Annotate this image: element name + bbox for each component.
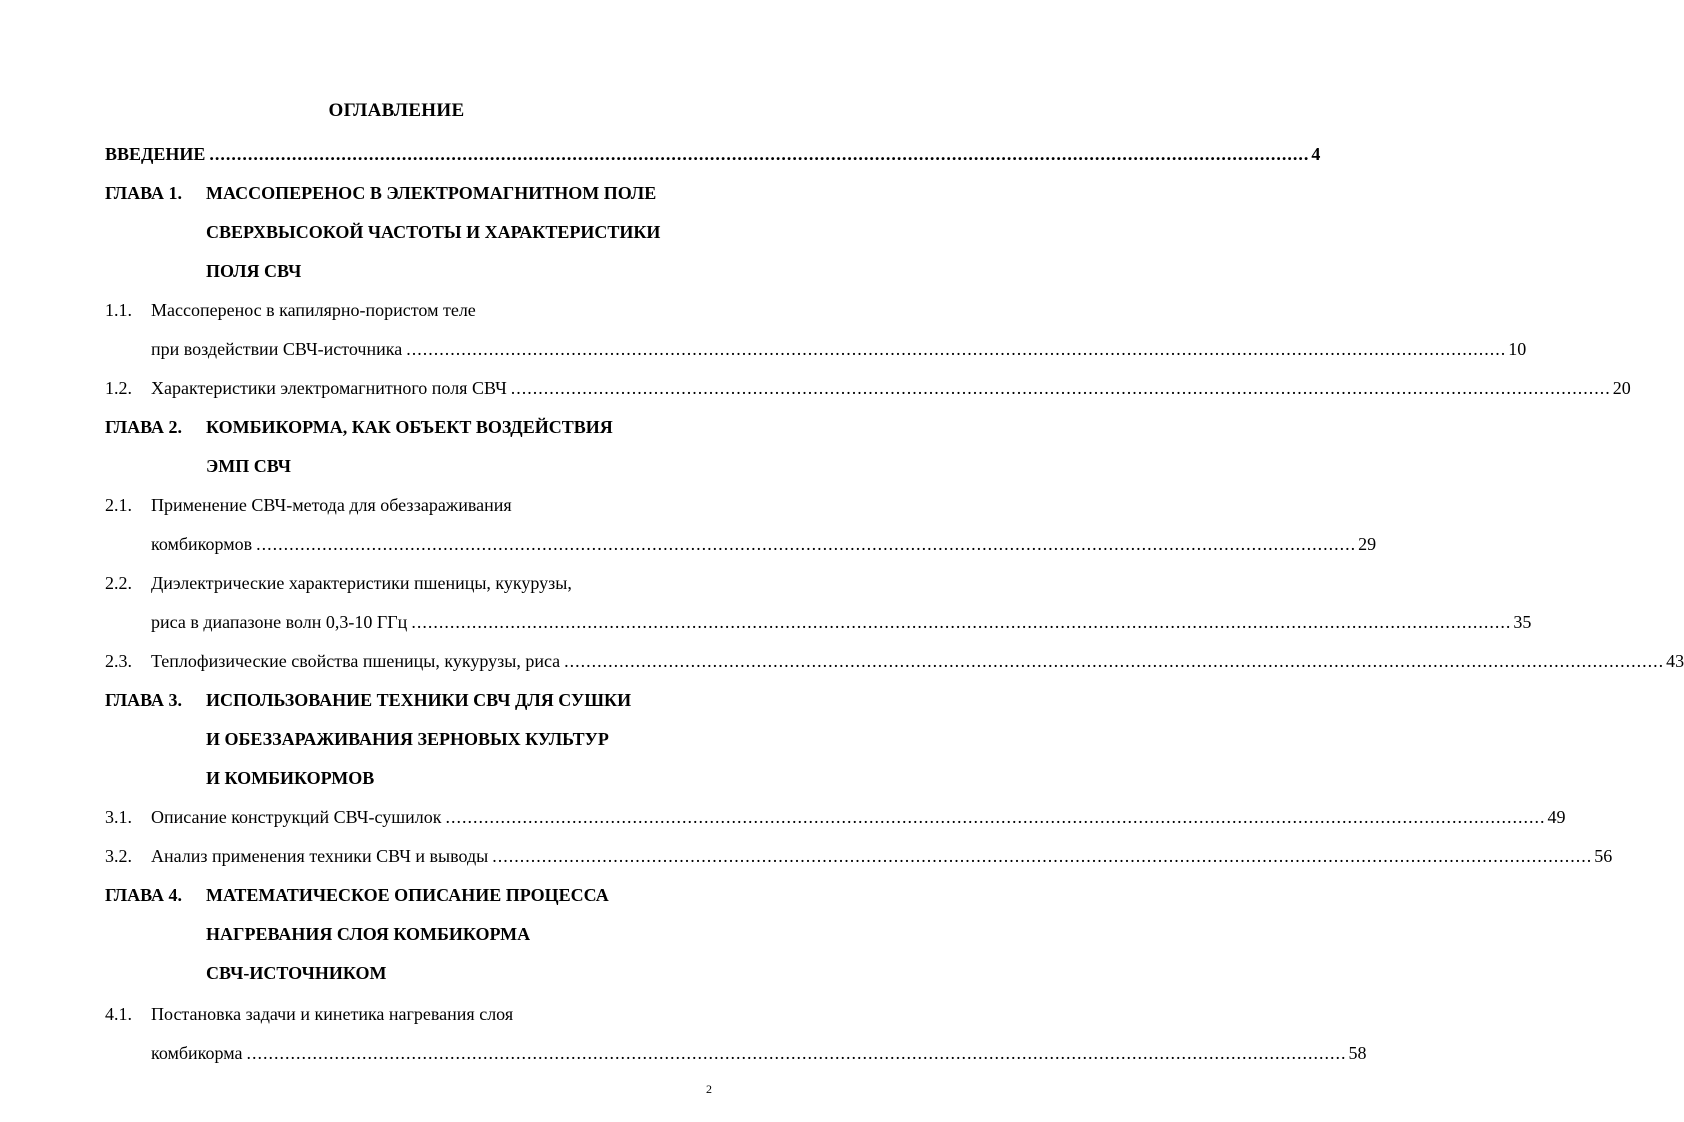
toc-entry-page: 35: [1513, 612, 1532, 632]
leader-dots: ........................................................................................................................................................................................................: [209, 144, 1310, 164]
chapter-title-line: И КОМБИКОРМОВ: [206, 768, 375, 788]
section-number: 2.2.: [105, 573, 132, 593]
section-title-line: Массоперенос в капилярно-пористом теле: [151, 300, 476, 320]
section-title-line: Диэлектрические характеристики пшеницы, кукурузы,: [151, 573, 572, 593]
chapter-title-line: СВЕРХВЫСОКОЙ ЧАСТОТЫ И ХАРАКТЕРИСТИКИ: [206, 222, 661, 242]
chapter-title-line: ЭМП СВЧ: [206, 456, 292, 476]
section-title-line: при воздействии СВЧ-источника: [151, 339, 403, 359]
toc-entry-page: 56: [1594, 846, 1613, 866]
leader-dots: ........................................................................................................................................................................................................: [445, 807, 1546, 827]
leader-dots: ........................................................................................................................................................................................................: [406, 339, 1507, 359]
chapter-title-line: ПОЛЯ СВЧ: [206, 261, 302, 281]
chapter-title-line: МАТЕМАТИЧЕСКОЕ ОПИСАНИЕ ПРОЦЕССА: [206, 885, 609, 905]
leader-dots: ........................................................................................................................................................................................................: [246, 1043, 1347, 1063]
toc-entry-3-1: [151, 806, 1566, 828]
section-number: 3.2.: [105, 846, 132, 866]
leader-dots: ........................................................................................................................................................................................................: [256, 534, 1357, 554]
toc-entry-page: 20: [1612, 378, 1631, 398]
toc-entry-page: 10: [1508, 339, 1527, 359]
chapter-number: ГЛАВА 2.: [105, 417, 183, 437]
section-title-line: Характеристики электромагнитного поля СВЧ: [151, 378, 507, 398]
section-number: 1.1.: [105, 300, 132, 320]
section-title-line: риса в диапазоне волн 0,3-10 ГГц: [151, 612, 408, 632]
leader-dots: ........................................................................................................................................................................................................: [564, 651, 1665, 671]
section-number: 1.2.: [105, 378, 132, 398]
section-title-line: Теплофизические свойства пшеницы, кукурузы, риса: [151, 651, 561, 671]
chapter-title-line: КОМБИКОРМА, КАК ОБЪЕКТ ВОЗДЕЙСТВИЯ: [206, 417, 613, 437]
chapter-title-line: ИСПОЛЬЗОВАНИЕ ТЕХНИКИ СВЧ ДЛЯ СУШКИ: [206, 690, 632, 710]
section-title-line: Постановка задачи и кинетика нагревания слоя: [151, 1004, 514, 1024]
toc-entry-page: 29: [1358, 534, 1377, 554]
section-title-line: Описание конструкций СВЧ-сушилок: [151, 807, 442, 827]
chapter-title-line: НАГРЕВАНИЯ СЛОЯ КОМБИКОРМА: [206, 924, 531, 944]
section-title-line: Анализ применения техники СВЧ и выводы: [151, 846, 489, 866]
toc-entry-page: 58: [1348, 1043, 1367, 1063]
chapter-title-line: И ОБЕЗЗАРАЖИВАНИЯ ЗЕРНОВЫХ КУЛЬТУР: [206, 729, 609, 749]
page-number: 2: [706, 1082, 712, 1096]
toc-entry-4-1: [151, 1042, 1367, 1064]
chapter-number: ГЛАВА 3.: [105, 690, 183, 710]
section-number: 2.1.: [105, 495, 132, 515]
chapter-number: ГЛАВА 1.: [105, 183, 183, 203]
leader-dots: ........................................................................................................................................................................................................: [510, 378, 1611, 398]
section-number: 3.1.: [105, 807, 132, 827]
toc-entry-page: 4: [1311, 144, 1321, 164]
section-title-line: Применение СВЧ-метода для обеззараживания: [151, 495, 512, 515]
section-number: 2.3.: [105, 651, 132, 671]
chapter-number: ГЛАВА 4.: [105, 885, 183, 905]
chapter-title-line: СВЧ-ИСТОЧНИКОМ: [206, 963, 387, 983]
leader-dots: ........................................................................................................................................................................................................: [492, 846, 1593, 866]
toc-entry-page: 49: [1547, 807, 1566, 827]
toc-entry-2-1: [151, 533, 1377, 555]
toc-entry-1-2: [151, 377, 1631, 399]
section-title-line: комбикормов: [151, 534, 253, 554]
chapter-title-line: МАССОПЕРЕНОС В ЭЛЕКТРОМАГНИТНОМ ПОЛЕ: [206, 183, 657, 203]
toc-entry-2-3: [151, 650, 1684, 672]
section-title-line: комбикорма: [151, 1043, 243, 1063]
toc-entry-3-2: [151, 845, 1613, 867]
toc-entry-page: 43: [1666, 651, 1684, 671]
toc-heading: ОГЛАВЛЕНИЕ: [328, 100, 465, 121]
toc-entry-1-1: [151, 338, 1527, 360]
section-number: 4.1.: [105, 1004, 132, 1024]
leader-dots: ........................................................................................................................................................................................................: [411, 612, 1512, 632]
toc-entry-label: ВВЕДЕНИЕ: [105, 144, 206, 164]
toc-entry-2-2: [151, 611, 1532, 633]
toc-entry-intro: [105, 143, 1321, 165]
